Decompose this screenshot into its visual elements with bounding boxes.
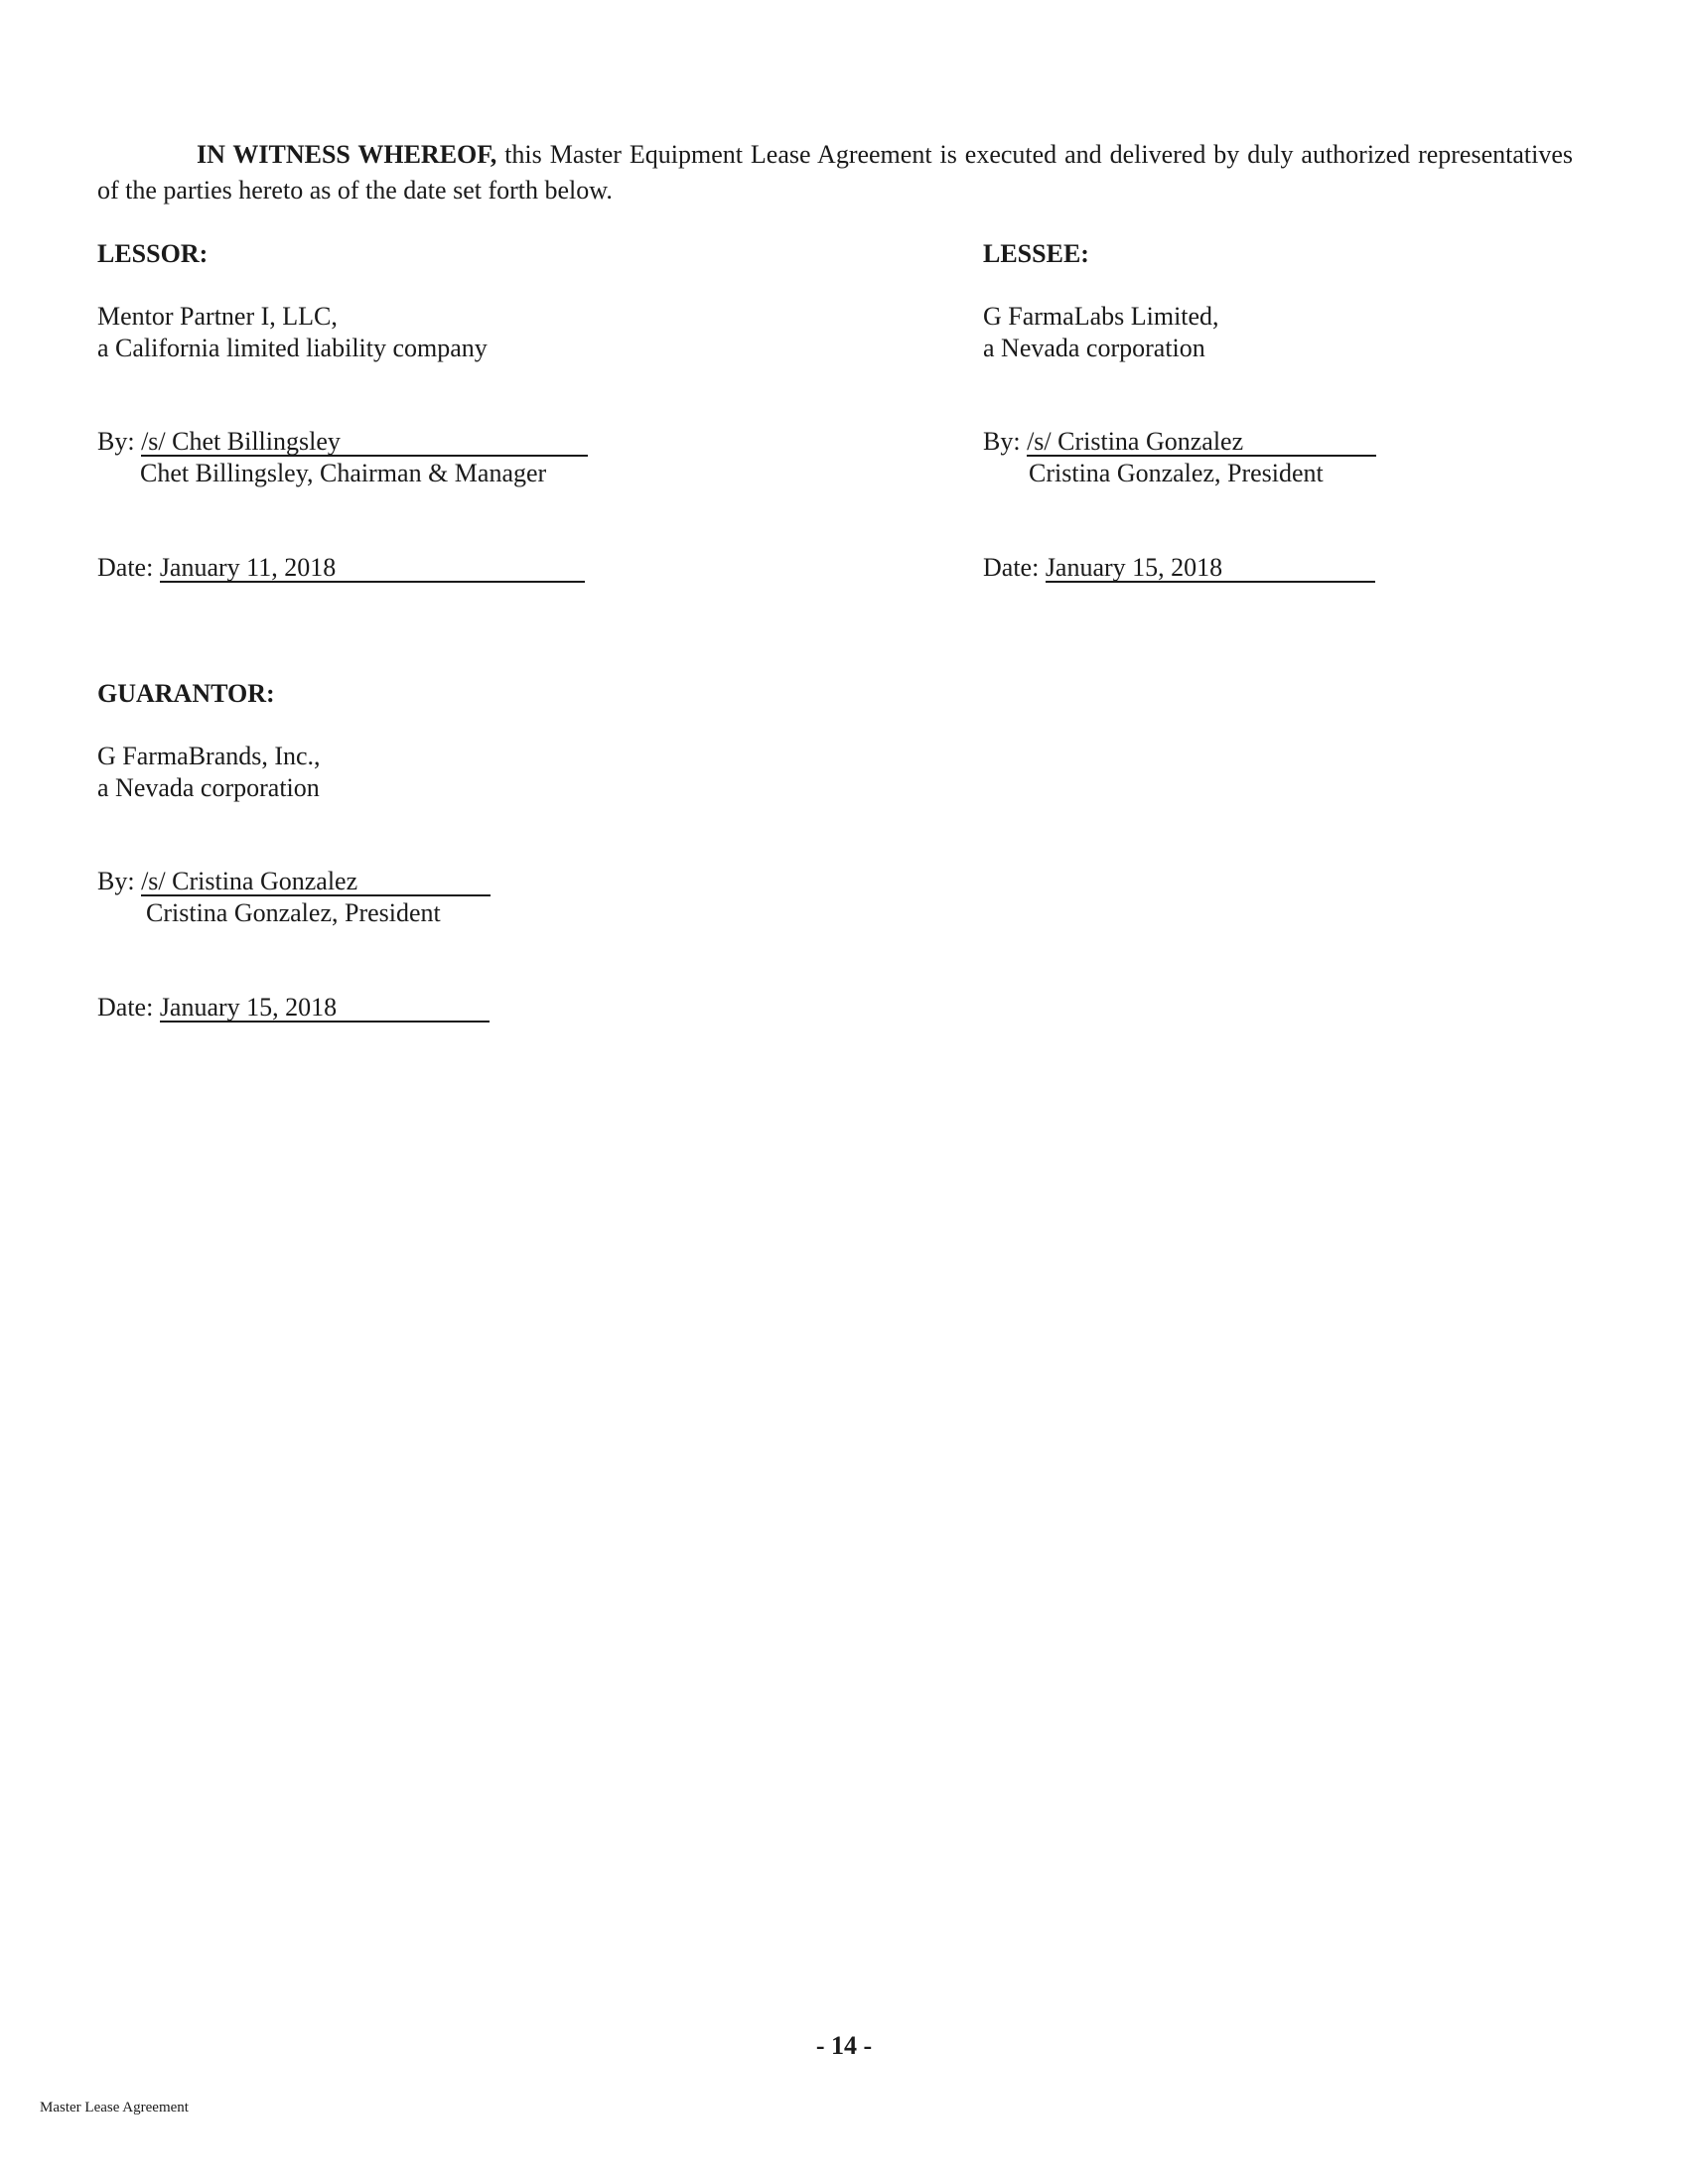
- lessor-entity-type: a California limited liability company: [97, 334, 488, 362]
- guarantor-entity-name: G FarmaBrands, Inc.,: [97, 742, 321, 770]
- lessor-heading: LESSOR:: [97, 239, 209, 268]
- guarantor-signer-title: Cristina Gonzalez, President: [146, 898, 441, 927]
- guarantor-date-line: [97, 992, 490, 1024]
- guarantor-date: January 15, 2018: [160, 995, 490, 1023]
- witness-text: this Master Equipment Lease Agreement is executed and delivered by duly authorized representatives of the parties hereto as of the date set forth below.: [97, 140, 1573, 205]
- date-label: Date:: [97, 553, 160, 582]
- page-number: - 14 -: [815, 2031, 873, 2060]
- witness-lead: IN WITNESS WHEREOF,: [197, 140, 497, 169]
- by-label: By:: [97, 867, 142, 895]
- lessor-signature: /s/ Chet Billingsley: [141, 429, 588, 457]
- guarantor-entity-type: a Nevada corporation: [97, 773, 320, 802]
- by-label: By:: [97, 427, 142, 456]
- witness-paragraph: [97, 137, 1573, 208]
- lessor-signer-title: Chet Billingsley, Chairman & Manager: [140, 459, 547, 487]
- lessee-date: January 15, 2018: [1046, 555, 1375, 583]
- lessee-signer-title: Cristina Gonzalez, President: [1029, 459, 1324, 487]
- lessee-entity-name: G FarmaLabs Limited,: [983, 302, 1219, 331]
- lessee-date-line: [983, 552, 1375, 584]
- guarantor-heading: GUARANTOR:: [97, 679, 275, 708]
- lessor-date: January 11, 2018: [160, 555, 585, 583]
- guarantor-signature-line: [97, 866, 491, 897]
- by-label: By:: [983, 427, 1028, 456]
- lessor-signature-line: [97, 426, 588, 458]
- guarantor-signature: /s/ Cristina Gonzalez: [141, 869, 491, 896]
- date-label: Date:: [983, 553, 1046, 582]
- lessee-signature: /s/ Cristina Gonzalez: [1027, 429, 1376, 457]
- lessee-heading: LESSEE:: [983, 239, 1089, 268]
- lessee-signature-line: [983, 426, 1376, 458]
- lessor-date-line: [97, 552, 585, 584]
- footer-label: Master Lease Agreement: [40, 2100, 189, 2116]
- lessee-entity-type: a Nevada corporation: [983, 334, 1205, 362]
- lessor-entity-name: Mentor Partner I, LLC,: [97, 302, 338, 331]
- date-label: Date:: [97, 993, 160, 1022]
